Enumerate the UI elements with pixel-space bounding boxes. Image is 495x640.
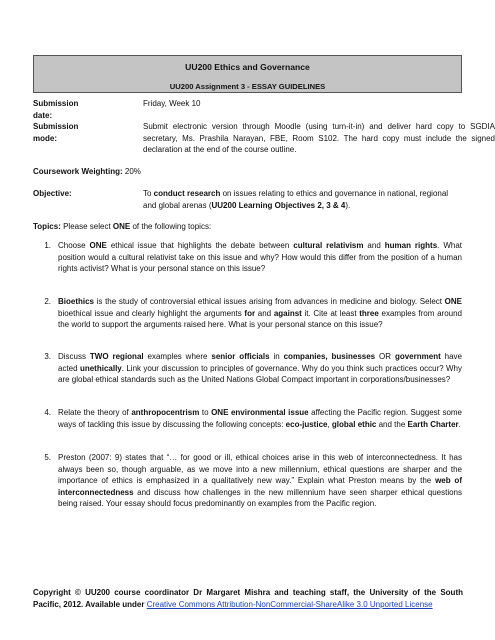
topic-bold-text: for [244, 308, 256, 318]
objective-label: Objective: [33, 189, 72, 198]
topic-text-run: and [363, 241, 385, 250]
objective-text-3: ). [345, 200, 351, 210]
topic-text-run: . What position would a cultural relativist take on this issue and why? How would this differ from the position of a human rights activist? What is your personal stance on this issue? [58, 241, 463, 274]
submission-date-value: Friday, Week 10 [143, 99, 201, 108]
objective-bold-1: conduct research [153, 189, 221, 198]
topic-text [58, 351, 462, 386]
topic-text-run: OR [375, 352, 395, 361]
topic-bold-text: human rights [384, 241, 438, 250]
topic-bold-text: Bioethics [58, 297, 95, 306]
topic-text-run: , [327, 419, 332, 429]
topic-bold-text: three [359, 308, 379, 318]
topic-bold-text: companies, businesses [283, 352, 376, 361]
topic-text-run: Choose [58, 241, 90, 250]
submission-mode-label: Submission mode: [33, 122, 79, 143]
topic-text-run: to [199, 408, 212, 417]
topic-text-run: Relate the theory of [58, 408, 132, 417]
topic-bold-text: Earth Charter [407, 419, 459, 429]
document-title: UU200 Ethics and Governance [185, 62, 310, 72]
topic-bold-text: web of interconnectedness [58, 476, 462, 497]
topic-bold-text: senior officials [211, 352, 270, 361]
topic-bold-text: unethically [79, 363, 122, 373]
weighting-label: Coursework Weighting: [33, 167, 123, 176]
topics-intro-text-2: of the following topics: [130, 222, 212, 231]
topic-text-run: affecting the Pacific region. Suggest some ways of tackling this issue by discussing the following concepts: [58, 408, 463, 429]
topic-text [58, 296, 462, 331]
copyright-text: Copyright © UU200 course coordinator Dr Margaret Mishra and teaching staff, the University of the South Pacific, 2012. Available under [33, 588, 463, 609]
submission-date-label: Submission date: [33, 99, 79, 120]
topic-text-run: is the study of controversial ethical issues arising from advances in medicine and biology. Select [94, 297, 445, 306]
topic-text-run: examples from around the world to support the arguments raised here. What is your personal stance on this issue? [58, 308, 462, 330]
submission-mode-value: Submit electronic version through Moodle (using turn-it-in) and deliver hard copy to SGDIA secretary, Ms. Prashila Narayan, FBE, Room S102. The hard copy must include the signed declaration at the end of the course outline. [143, 122, 495, 154]
objective-value [143, 188, 461, 211]
topic-text-run: . Link your discussion to principles of governance. Why do you think such practices occur? Why are global ethical standards such as the United Nations Global Compact important in corporations/businesses? [58, 363, 463, 385]
topic-number: 2. [44, 297, 51, 306]
topic-text-run: ethical issue that highlights the debate between [106, 241, 294, 250]
header-box [33, 55, 462, 93]
topic-text [58, 452, 462, 510]
topic-bold-text: ONE environmental issue [211, 408, 309, 417]
topic-number: 3. [44, 352, 51, 361]
topic-text [58, 240, 462, 275]
topics-intro-text-1: Please select [60, 222, 113, 231]
topic-text-run: Preston (2007: 9) states that “… for good or ill, ethical choices arise in this web of interconnectedness. It has always been so, though arguable, as we move into a new millennium, ethical questions are sharper and the importance of ethics is emphasized in a qualitatively new way.” Explain what Preston means by the [58, 453, 462, 486]
topic-text-run: have acted [58, 352, 463, 373]
topic-text-run: it. Cite at least [301, 308, 360, 318]
topic-bold-text: ONE [444, 297, 462, 306]
objective-text-2: on issues relating to ethics and governance in national, regional and global arenas ( [143, 189, 449, 210]
topic-bold-text: ONE [89, 241, 107, 250]
topic-text-run: Discuss [58, 352, 90, 361]
weighting-row [33, 166, 141, 178]
license-link[interactable]: Creative Commons Attribution-NonCommercial-ShareAlike 3.0 Unported License [146, 599, 433, 609]
topic-number: 1. [44, 241, 51, 250]
topic-text-run: examples where [143, 352, 212, 361]
topic-bold-text: TWO regional [89, 352, 144, 361]
topic-text-run: in [269, 352, 284, 361]
objective-text-1: To [143, 189, 154, 198]
topic-number: 5. [44, 453, 51, 462]
topic-bold-text: anthropocentrism [131, 408, 200, 417]
topic-text-run: and the [376, 419, 408, 429]
topic-bold-text: against [273, 308, 302, 318]
topic-bold-text: eco-justice [285, 419, 328, 429]
topic-text [58, 407, 462, 430]
topic-text-run: and discuss how challenges in the new millennium have seen sharper ethical questions being raised. Your essay should focus predominantly on examples from the Pacific region. [58, 487, 462, 509]
topics-intro-bold: ONE [112, 222, 131, 231]
topic-bold-text: global ethic [331, 419, 377, 429]
topic-bold-text: cultural relativism [293, 241, 364, 250]
objective-bold-2: UU200 Learning Objectives 2, 3 & 4 [211, 200, 346, 210]
topic-text-run: bioethical issue and clearly highlight the arguments [58, 308, 245, 318]
topics-label: Topics: [33, 222, 61, 231]
document-subtitle: UU200 Assignment 3 - ESSAY GUIDELINES [169, 82, 326, 91]
copyright-footer [33, 587, 463, 610]
weighting-value: 20% [124, 167, 141, 176]
topic-bold-text: government [394, 352, 441, 361]
topic-number: 4. [44, 408, 51, 417]
topics-intro [33, 221, 211, 233]
topic-text-run: and [255, 308, 274, 318]
topic-text-run: . [458, 419, 461, 429]
